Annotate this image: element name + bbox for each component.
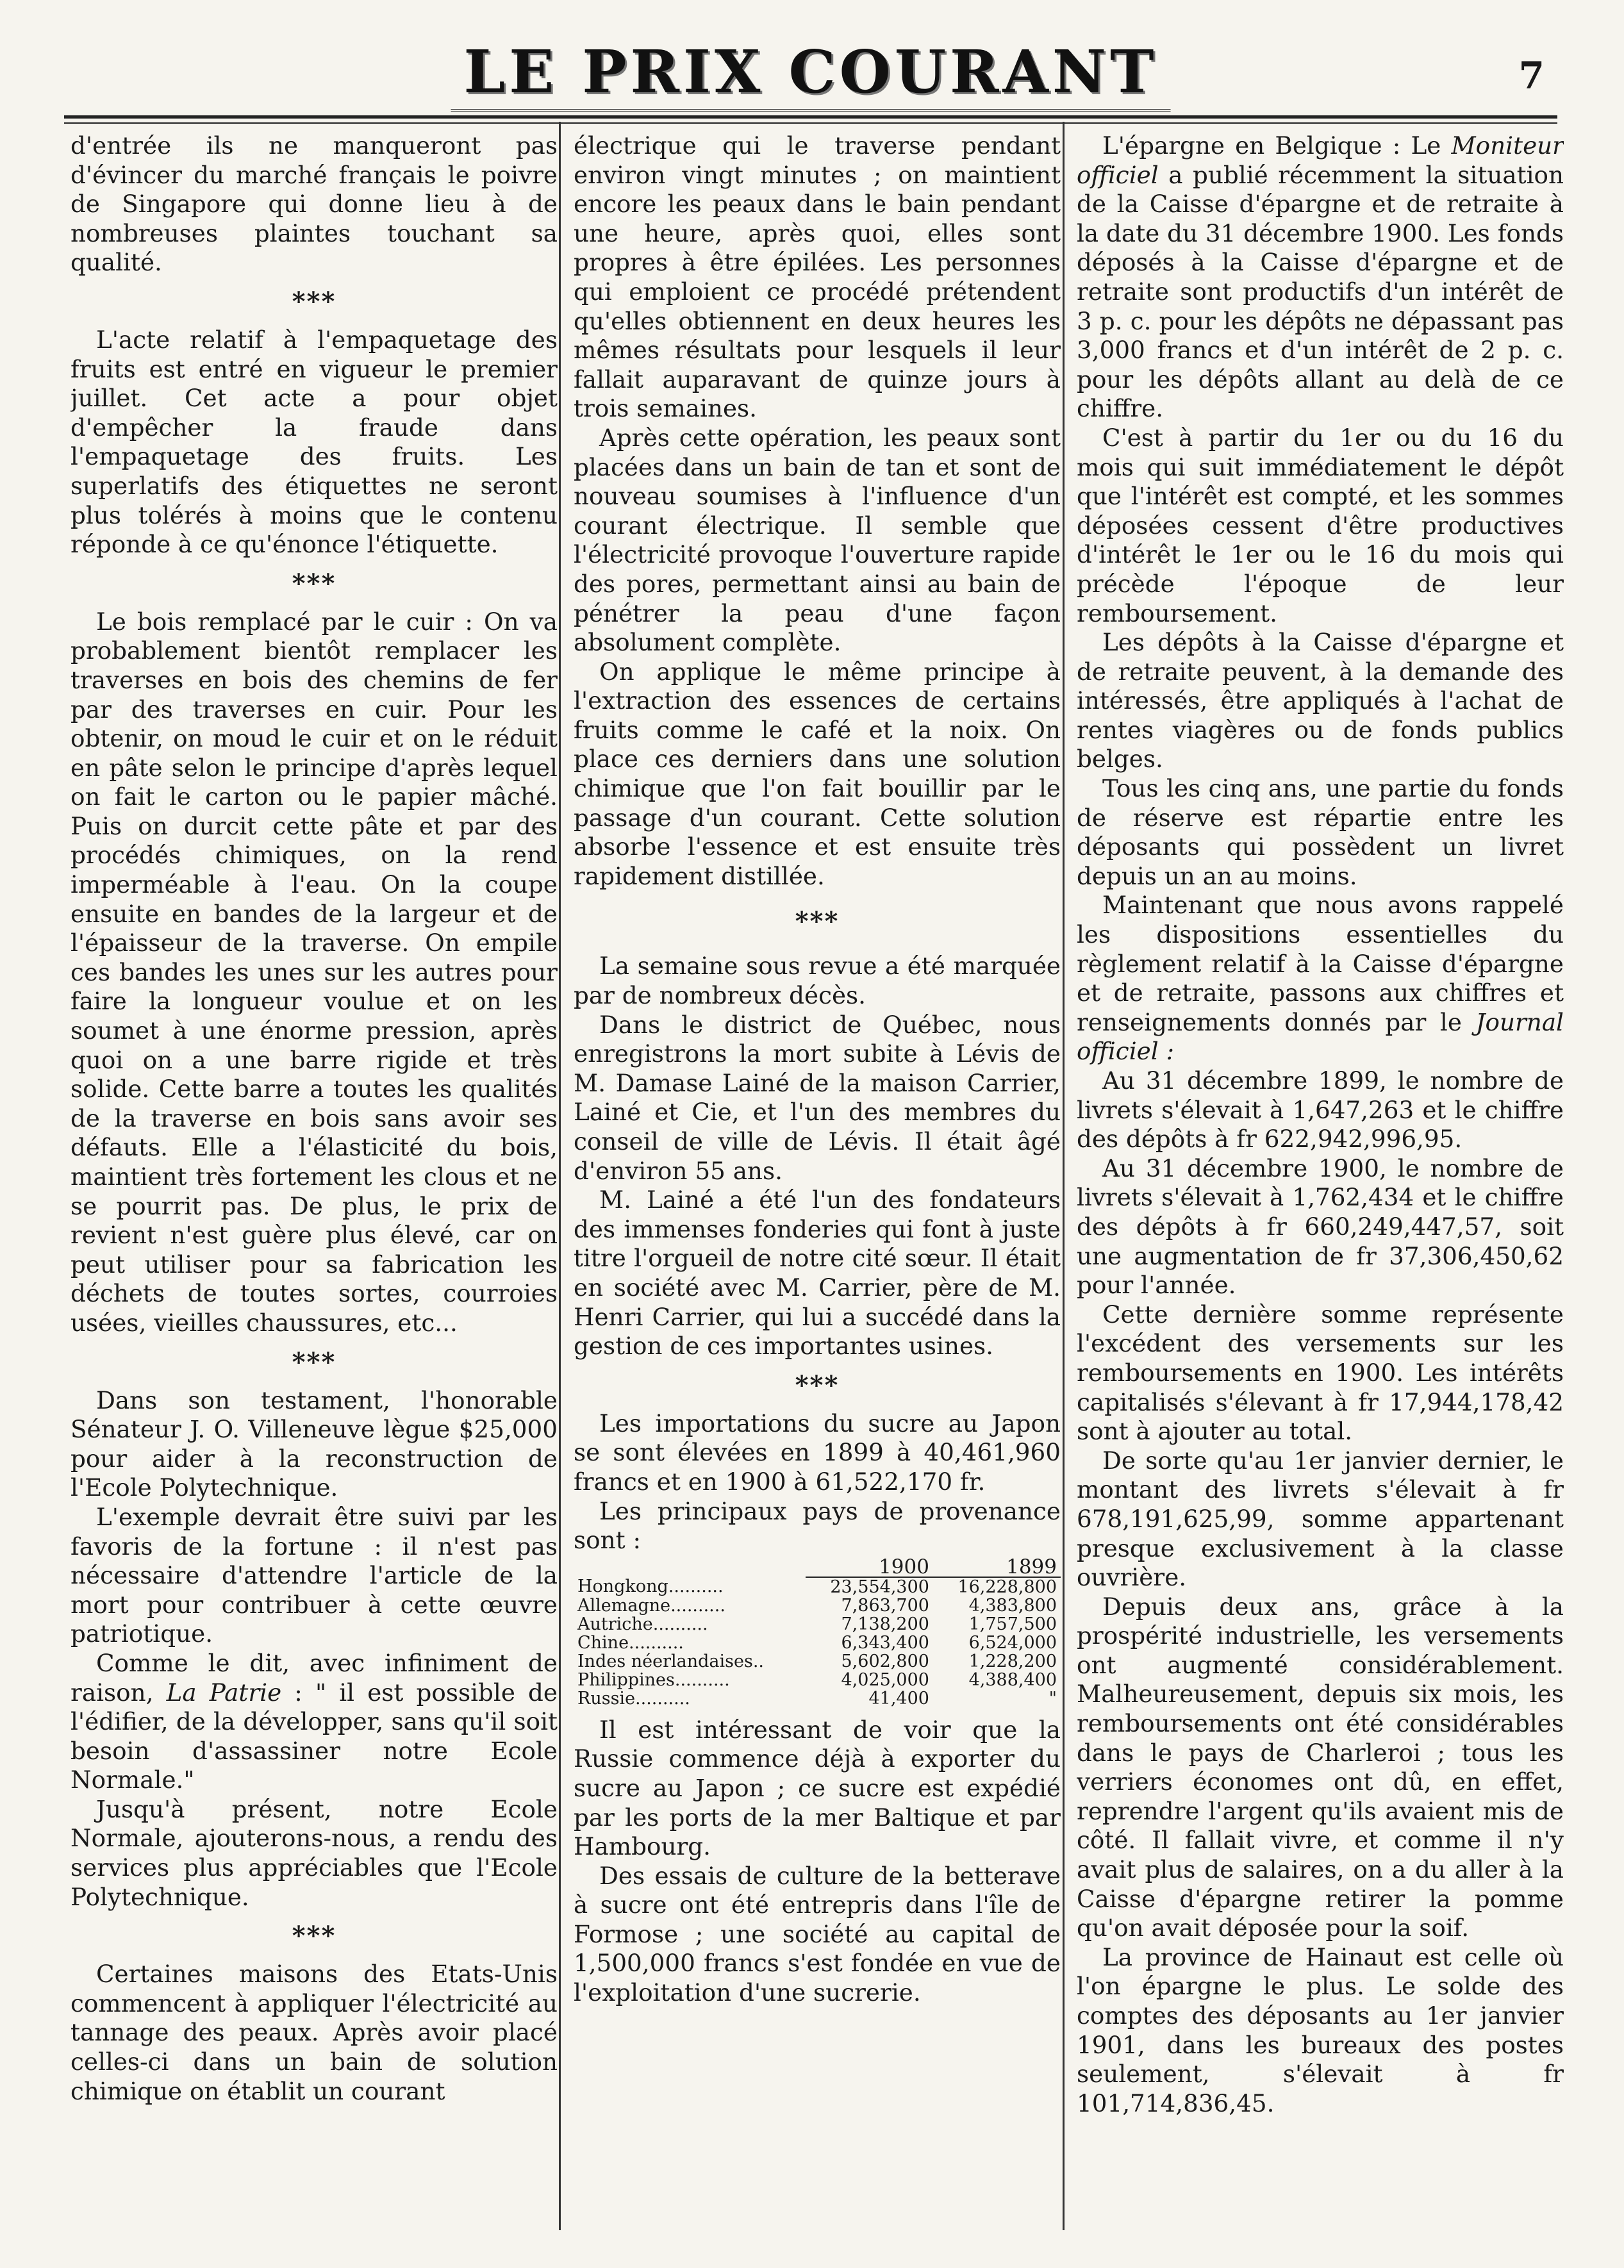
paragraph: Il est intéressant de voir que la Russie commence déjà à exporter du sucre au Japon ; ce sucre est expédié par les ports de la mer Baltique et par Hambourg. (574, 1715, 1061, 1861)
value-1900-cell: 5,602,800 (841, 1651, 929, 1671)
masthead-title: LE PRIX COURANT (451, 37, 1171, 112)
value-1899-cell: 6,524,000 (968, 1632, 1057, 1653)
header-rule (64, 115, 1557, 124)
section-separator: *** (795, 1370, 840, 1400)
country-cell: Autriche.......... (577, 1614, 708, 1634)
country-cell: Indes néerlandaises.. (577, 1651, 765, 1671)
value-1900-cell: 7,138,200 (841, 1614, 929, 1634)
paragraph: La semaine sous revue a été marquée par de nombreux décès. (574, 952, 1061, 1010)
table-header-spacer (574, 1558, 806, 1577)
table-row (574, 1689, 1061, 1708)
value-1899-cell: 1,757,500 (968, 1614, 1057, 1634)
paragraph: La province de Hainaut est celle où l'on épargne le plus. Le solde des comptes des déposants au 1er janvier 1901, dans les bureaux des postes seulement, s'élevait à fr 101,714,836,45. (1077, 1942, 1564, 2117)
paragraph: électrique qui le traverse pendant environ vingt minutes ; on maintient encore les peaux dans le bain pendant une heure, après quoi, elles sont propres à être épilées. Les personnes qui emploient ce procédé prétendent qu'elles obtiennent en deux heures les mêmes résultats pour lesquels il leur fallait auparavant de quinze jours à trois semaines. (574, 131, 1061, 423)
text-run: Comme le dit, avec infiniment de raison, (70, 1648, 558, 1707)
paragraph: Dans le district de Québec, nous enregistrons la mort subite à Lévis de M. Damase Lainé de la maison Carrier, Lainé et Cie, et l'un des membres du conseil de ville de Lévis. Il était âgé d'environ 55 ans. (574, 1010, 1061, 1185)
table-row (574, 1596, 1061, 1615)
table-header-1900: 1900 (806, 1558, 933, 1577)
value-1899-cell: 1,228,200 (968, 1651, 1057, 1671)
paragraph: Les importations du sucre au Japon se sont élevées en 1899 à 40,461,960 francs et en 1900 à 61,522,170 fr. (574, 1409, 1061, 1496)
paragraph: On applique le même principe à l'extraction des essences de certains fruits comme le café et la noix. On place ces derniers dans une solution chimique que l'on fait bouillir par le passage d'un courant. Cette solution absorbe l'essence et est ensuite très rapidement distillée. (574, 657, 1061, 890)
paragraph: Au 31 décembre 1899, le nombre de livrets s'élevait à 1,647,263 et le chiffre des dépôts à fr 622,942,996,95. (1077, 1066, 1564, 1154)
text-run: L'épargne en Belgique : Le (1102, 131, 1452, 160)
value-1900-cell: 6,343,400 (841, 1632, 929, 1653)
country-cell: Hongkong.......... (577, 1577, 724, 1597)
paragraph: Jusqu'à présent, notre Ecole Normale, ajouterons-nous, a rendu des services plus appréciables que l'Ecole Polytechnique. (70, 1794, 558, 1911)
paragraph: Tous les cinq ans, une partie du fonds de réserve est répartie entre les déposants qui possèdent un livret depuis un an au moins. (1077, 774, 1564, 890)
paragraph: Dans son testament, l'honorable Sénateur J. O. Villeneuve lègue $25,000 pour aider à la reconstruction de l'Ecole Polytechnique. (70, 1386, 558, 1502)
column-2 (574, 131, 1061, 2221)
paragraph (1077, 131, 1564, 424)
paragraph: L'acte relatif à l'empaquetage des fruits est entré en vigueur le premier juillet. Cet acte a pour objet d'empêcher la fraude dans l'empaquetage des fruits. Les superlatifs des étiquettes ne seront plus tolérés à moins que le contenu réponde à ce qu'énonce l'étiquette. (70, 325, 558, 559)
paragraph: C'est à partir du 1er ou du 16 du mois qui suit immédiatement le dépôt que l'intérêt est compté, et les sommes déposées cessent d'être productives d'intérêt le 1er ou le 16 du mois qui précède l'époque de leur remboursement. (1077, 423, 1564, 627)
value-1900-cell: 23,554,300 (830, 1577, 929, 1597)
paragraph: Les principaux pays de provenance sont : (574, 1496, 1061, 1555)
publication-name: Journal officiel : (1077, 1007, 1564, 1066)
paragraph (1077, 891, 1564, 1066)
text-run: Maintenant que nous avons rappelé les dispositions essentielles du règlement relatif à la Caisse d'épargne et de retraite, passons aux chiffres et renseignements donnés par le (1077, 891, 1564, 1036)
paragraph: M. Lainé a été l'un des fondateurs des immenses fonderies qui font à juste titre l'orgueil de notre cité sœur. Il était en société avec M. Carrier, père de M. Henri Carrier, qui lui a succédé dans la gestion de ces importantes usines. (574, 1186, 1061, 1361)
column-1 (70, 131, 558, 2221)
value-1899-cell: 4,383,800 (968, 1595, 1057, 1616)
page-number: 7 (1518, 54, 1545, 97)
paragraph (70, 1649, 558, 1795)
value-1899-cell: 4,388,400 (968, 1669, 1057, 1690)
paragraph: De sorte qu'au 1er janvier dernier, le montant des livrets s'élevait à fr 678,191,625,99, somme appartenant presque exclusivement à la classe ouvrière. (1077, 1446, 1564, 1592)
value-1899-cell: 16,228,800 (957, 1577, 1057, 1597)
section-separator: *** (292, 568, 336, 599)
table-row (574, 1577, 1061, 1596)
column-divider (559, 122, 561, 2230)
country-cell: Philippines.......... (577, 1669, 730, 1690)
publication-name: La Patrie (166, 1678, 282, 1707)
value-1899-cell: " (1048, 1688, 1057, 1709)
text-run: : " il est possible de l'édifier, de la développer, sans qu'il soit besoin d'assassiner notre Ecole Normale." (70, 1678, 558, 1794)
table-row (574, 1671, 1061, 1689)
table-row (574, 1634, 1061, 1652)
paragraph: Au 31 décembre 1900, le nombre de livrets s'élevait à 1,762,434 et le chiffre des dépôts à fr 660,249,447,57, soit une augmentation de fr 37,306,450,62 pour l'année. (1077, 1154, 1564, 1300)
paragraph: L'exemple devrait être suivi par les favoris de la fortune : il n'est pas nécessaire d'attendre l'article de la mort pour contribuer à cette œuvre patriotique. (70, 1502, 558, 1648)
section-separator: *** (292, 1921, 336, 1951)
paragraph: Cette dernière somme représente l'excédent des versements sur les remboursements en 1900. Les intérêts capitalisés s'élevant à fr 17,944,178,42 sont à ajouter au total. (1077, 1300, 1564, 1446)
paragraph: Des essais de culture de la betterave à sucre ont été entrepris dans l'île de Formose ; une société au capital de 1,500,000 francs s'est fondée en vue de l'exploitation d'une sucrerie. (574, 1861, 1061, 2007)
paragraph: d'entrée ils ne manqueront pas d'évincer du marché français le poivre de Singapore qui donne lieu à de nombreuses plaintes touchant sa qualité. (70, 131, 558, 277)
table-header-1899: 1899 (933, 1558, 1061, 1577)
paragraph: Certaines maisons des Etats-Unis commencent à appliquer l'électricité au tannage des peaux. Après avoir placé celles-ci dans un bain de solution chimique on établit un courant (70, 1960, 558, 2105)
page-header (64, 26, 1557, 122)
publication-name: Moniteur officiel (1077, 131, 1564, 189)
table-row (574, 1615, 1061, 1634)
country-cell: Allemagne.......... (577, 1595, 725, 1616)
value-1900-cell: 41,400 (868, 1688, 929, 1709)
table-row (574, 1652, 1061, 1671)
text-run: a publié récemment la situation de la Caisse d'épargne et de retraite à la date du 31 décembre 1900. Les fonds déposés à la Caisse d'épargne et de retraite sont productifs d'un intérêt de 3 p. c. pour les dépôts ne dépassant pas 3,000 francs et d'un intérêt de 2 p. c. pour les dépôts allant au delà de ce chiffre. (1077, 160, 1564, 423)
section-separator: *** (292, 1346, 336, 1377)
column-divider (1063, 122, 1065, 2230)
section-separator: *** (292, 286, 336, 317)
paragraph: Les dépôts à la Caisse d'épargne et de retraite peuvent, à la demande des intéressés, être appliqués à l'achat de rentes viagères ou de fonds publics belges. (1077, 628, 1564, 774)
paragraph: Le bois remplacé par le cuir : On va probablement bientôt remplacer les traverses en bois des chemins de fer par des traverses en cuir. Pour les obtenir, on moud le cuir et on le réduit en pâte selon le principe d'après lequel on fait le carton ou le papier mâché. Puis on durcit cette pâte et par des procédés chimiques, on la rend imperméable à l'eau. On la coupe ensuite en bandes de la largeur et de l'épaisseur de la traverse. On empile ces bandes les unes sur les autres pour faire la longueur voulue et on les soumet à une énorme pression, après quoi on a une barre rigide et très solide. Cette barre a toutes les qualités de la traverse en bois sans avoir ses défauts. Elle a l'élasticité du bois, maintient très fortement les clous et ne se pourrit pas. De plus, le prix de revient n'est guère plus élevé, car on peut utiliser pour sa fabrication les déchets de toutes sortes, courroies usées, vieilles chaussures, etc... (70, 607, 558, 1337)
value-1900-cell: 7,863,700 (841, 1595, 929, 1616)
value-1900-cell: 4,025,000 (841, 1669, 929, 1690)
column-3 (1077, 131, 1564, 2221)
sugar-imports-table (574, 1555, 1061, 1709)
country-cell: Russie.......... (577, 1688, 690, 1709)
country-cell: Chine.......... (577, 1632, 684, 1653)
section-separator: *** (795, 906, 840, 937)
paragraph: Depuis deux ans, grâce à la prospérité industrielle, les versements ont augmenté considérablement. Malheureusement, depuis six mois, les remboursements ont été considérables dans le pays de Charleroi ; tous les verriers économes ont dû, en effet, reprendre l'argent qu'ils avaient mis de côté. Il fallait vivre, et comme il n'y avait plus de salaires, on a du aller à la Caisse d'épargne retirer la pomme qu'on avait déposée pour la soif. (1077, 1592, 1564, 1942)
paragraph: Après cette opération, les peaux sont placées dans un bain de tan et sont de nouveau soumises à l'influence d'un courant électrique. Il semble que l'électricité provoque l'ouverture rapide des pores, permettant ainsi au bain de pénétrer la peau d'une façon absolument complète. (574, 423, 1061, 657)
